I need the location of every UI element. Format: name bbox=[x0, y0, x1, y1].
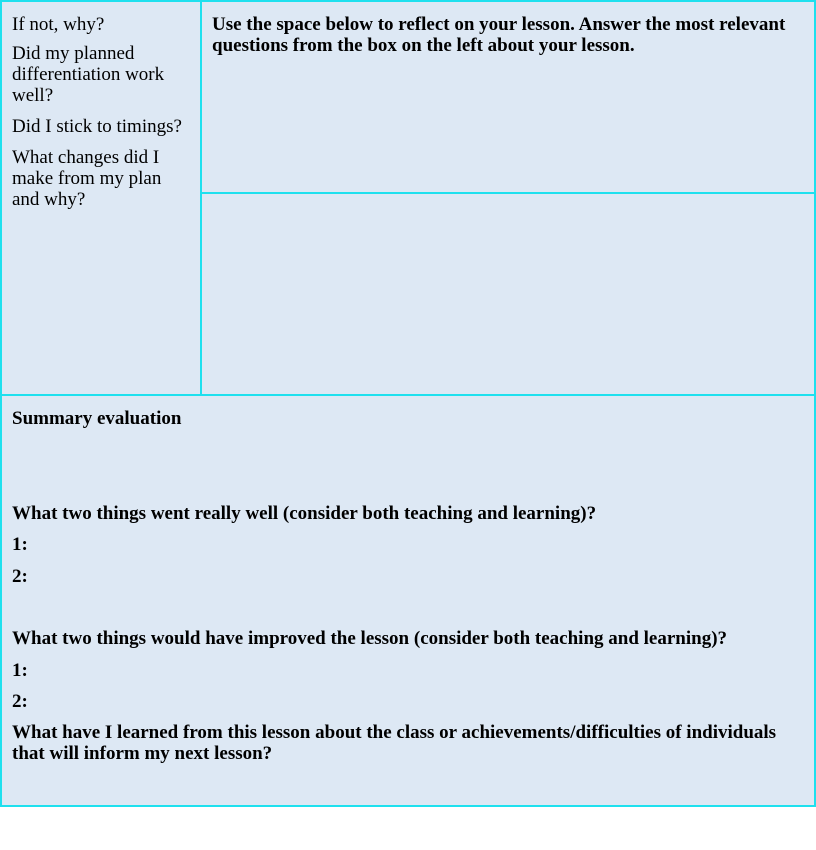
question-if-not-why: If not, why? bbox=[12, 14, 105, 35]
went-well-item-1: 1: bbox=[12, 534, 28, 555]
instructions-cell bbox=[202, 2, 814, 194]
question-timings: Did I stick to timings? bbox=[12, 116, 182, 137]
summary-heading: Summary evaluation bbox=[12, 408, 182, 429]
went-well-item-2: 2: bbox=[12, 566, 28, 587]
improve-item-2: 2: bbox=[12, 691, 28, 712]
reflection-answer-area[interactable] bbox=[202, 194, 814, 394]
learned-question: What have I learned from this lesson about the class or achievements/difficulties of individuals that will inform my next lesson? bbox=[12, 722, 777, 764]
improve-item-1: 1: bbox=[12, 660, 28, 681]
improve-question: What two things would have improved the lesson (consider both teaching and learning)? bbox=[12, 628, 728, 649]
reflection-instructions: Use the space below to reflect on your lesson. Answer the most relevant questions from the box on the left about your lesson. bbox=[212, 14, 786, 56]
summary-evaluation-cell bbox=[2, 394, 814, 805]
question-differentiation: Did my planned differentiation work well? bbox=[12, 43, 165, 106]
question-changes: What changes did I make from my plan and why? bbox=[12, 147, 162, 210]
guiding-questions-cell bbox=[2, 2, 202, 394]
went-well-question: What two things went really well (consider both teaching and learning)? bbox=[12, 503, 597, 524]
